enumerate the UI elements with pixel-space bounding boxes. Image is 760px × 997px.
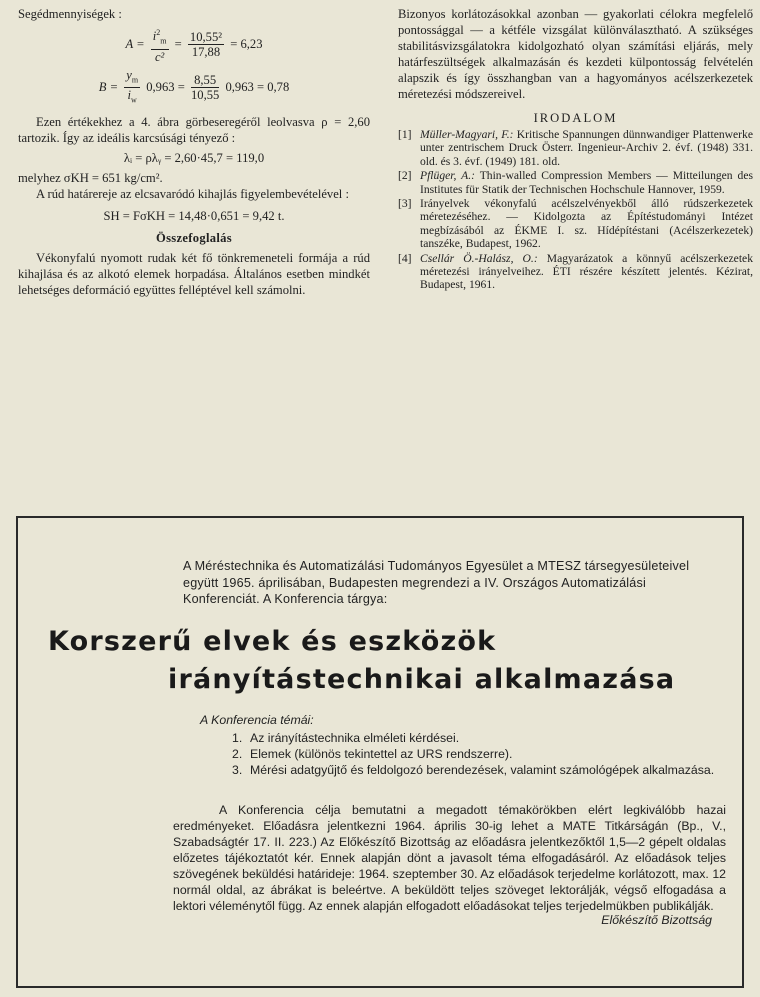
- right-paragraph: Bizonyos korlátozásokkal azonban — gyakorlati célokra megfelelő pontossággal — a kétféle vizsgálat különválasztható. A szükséges stabilitásvizsgálatokra kidolgozható olyan számítási eljárás, mely határfeszültségek alkalmazásán és kezdeti külpontosság felvételén alapszik és így összhangban van a hagyományos acélszerkezetek méretezési módszereivel.: [398, 7, 753, 101]
- eq-b-lhs: B =: [98, 79, 119, 94]
- reference-text: [420, 169, 753, 196]
- reference-author: Müller-Magyari, F.:: [420, 128, 514, 141]
- paragraph-2: melyhez σKH = 651 kg/cm².: [18, 170, 163, 185]
- topic-text: Az irányítástechnika elméleti kérdései.: [250, 731, 460, 745]
- eq-a-den1: c²: [154, 49, 165, 64]
- reference-item: [398, 169, 753, 196]
- eq-a-den2: 17,88: [191, 45, 221, 60]
- topics-title: A Konferencia témái:: [200, 713, 314, 727]
- topic-item: [232, 730, 732, 746]
- reference-text: [420, 252, 753, 292]
- reference-body: Magyarázatok a könnyű acélszerkezetek méretezési irányelveihez. ÉTI részére készített jelentés. Kézirat, Budapest, 1961.: [420, 251, 753, 292]
- topic-number: 2.: [232, 747, 243, 761]
- eq-a-frac2: [188, 30, 224, 59]
- eq-b-result: 0,963 = 0,78: [225, 79, 290, 94]
- reference-item: [398, 197, 753, 251]
- eq-b-num1-sub: m: [131, 75, 139, 85]
- reference-item: [398, 252, 753, 292]
- conference-announcement-box: [16, 516, 744, 988]
- topic-number: 1.: [232, 731, 243, 745]
- paragraph-1: Ezen értékekhez a 4. ábra görbeseregéről leolvasva ρ = 2,60 tartozik. Így az ideális karcsúsági tényező :: [18, 114, 370, 145]
- conference-title-line-1: Korszerű elvek és eszközök: [48, 626, 497, 657]
- reference-number: [1]: [398, 128, 412, 141]
- announcement-intro: A Méréstechnika és Automatizálási Tudományos Egyesület a MTESZ társegyesületeivel együtt 1965. áprilisában, Budapesten megrendezi a IV. Országos Automatizálási Konferenciát. A Konferencia tárgya:: [183, 559, 690, 606]
- topic-text: Mérési adatgyűjtő és feldolgozó berendezések, valamint számológépek alkalmazása.: [250, 763, 715, 777]
- reference-number: [4]: [398, 251, 412, 265]
- conference-title-line-2: irányítástechnikai alkalmazása: [168, 664, 676, 695]
- eq-a-eq: =: [174, 36, 182, 51]
- equation-a: [18, 26, 370, 64]
- eq-b-den1: i: [127, 88, 131, 103]
- eq-a-lhs: A =: [125, 36, 145, 51]
- reference-list: [398, 128, 753, 292]
- summary-heading: Összefoglalás: [156, 230, 232, 245]
- eq-a-result: = 6,23: [230, 36, 263, 51]
- equation-lambda: λᵢ = ρλᵧ = 2,60·45,7 = 119,0: [123, 150, 265, 165]
- reference-author: Pflüger, A.:: [420, 169, 475, 183]
- eq-a-num2: 10,55²: [189, 30, 223, 45]
- topic-item: [232, 746, 732, 762]
- topic-number: 3.: [232, 763, 243, 777]
- announcement-body: A Konferencia célja bemutatni a megadott témakörökben elért legkiválóbb hazai eredményeket. Előadásra jelentkezni 1964. április 30-ig lehet a MATE Titkárságán (Bp., V., Szabadságtér 17. II. 223.) Az Előkészítő Bizottság az előadásra jelentkezőktől 1,5—2 gépelt oldalas előzetes tájékoztatót kér. Ennek alapján dönt a javasolt téma elfogadásáról. Az előadások teljes szövegének beküldési határideje: 1964. szeptember 30. Az előadások terjedelme korlátozott, max. 12 normál oldal, az ábrákat is beleértve. A beküldött teljes szöveget lektorálják, végső elfogadása a lektori véleménytől függ. Az ennek alapján elfogadott előadásokat teljes terjedelmükben publikálják.: [173, 803, 726, 913]
- paragraph-3: A rúd határereje az elcsavaródó kihajlás figyelembevételével :: [36, 186, 349, 201]
- reference-number: [2]: [398, 169, 412, 183]
- eq-b-den1-sub: w: [131, 95, 137, 105]
- eq-b-frac2: [191, 73, 219, 102]
- eq-a-num1-sup: 2: [156, 28, 161, 37]
- reference-body: Irányelvek vékonyfalú acélszelvényekből álló rúdszerkezetek méretezéséhez. — Kidolgozta az Építéstudományi Intézet megbízásából az ÉKME I. sz. Hídépítéstani (Acélszerkezetek) tanszéke, Budapest, 1962.: [420, 197, 753, 251]
- equation-b: [18, 68, 370, 108]
- eq-b-frac1: [124, 68, 140, 108]
- eq-b-mid: 0,963 =: [146, 79, 185, 94]
- reference-body: Thin-walled Compression Members — Mitteilungen des Institutes für Statik der Technischen Hochschule Hannover, 1959.: [420, 169, 753, 196]
- eq-b-num1: y: [126, 67, 132, 82]
- eq-a-frac1: [151, 26, 169, 64]
- reference-item: [398, 128, 753, 168]
- reference-author: Csellár Ö.-Halász, O.:: [420, 251, 538, 265]
- topic-item: [232, 762, 732, 778]
- right-column: [398, 6, 753, 293]
- signature: Előkészítő Bizottság: [601, 913, 712, 927]
- reference-body: Kritische Spannungen dünnwandiger Plattenwerke unter zentrischem Druck Österr. Ingenieur-Archiv 2. évf. (1948) 331. old. és 3. évf. (1949) 181. old.: [420, 128, 753, 168]
- left-column: [18, 6, 370, 298]
- eq-a-num1: i: [152, 29, 157, 44]
- references-heading: IRODALOM: [533, 111, 618, 125]
- eq-b-num2: 8,55: [191, 73, 219, 88]
- summary-paragraph: Vékonyfalú nyomott rudak két fő tönkremeneteli formája a rúd kihajlása és az alkotó elemek horpadása. Általános esetben mindkét lehetséges deformáció együttes felléptével kell számolni.: [18, 250, 370, 297]
- reference-text: [420, 197, 753, 251]
- eq-b-den2: 10,55: [190, 88, 220, 103]
- reference-number: [3]: [398, 197, 412, 211]
- reference-text: [420, 128, 753, 168]
- topics-list: [232, 730, 732, 778]
- topic-text: Elemek (különös tekintettel az URS rendszerre).: [250, 747, 513, 761]
- aux-quantities-label: Segédmennyiségek :: [18, 7, 122, 21]
- eq-a-num1-sub: m: [160, 36, 167, 46]
- equation-s: SH = FσKH = 14,48·0,651 = 9,42 t.: [103, 208, 285, 223]
